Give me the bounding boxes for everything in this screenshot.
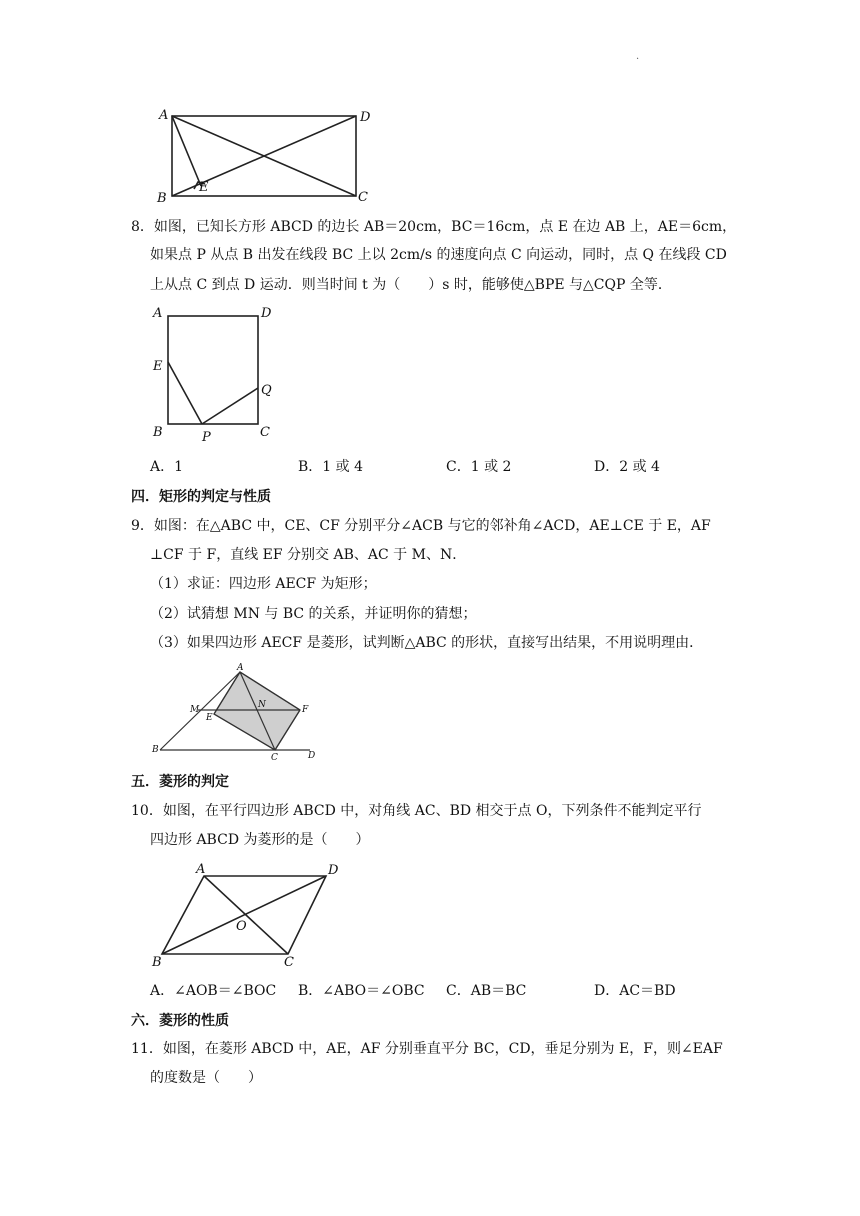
label-B: B bbox=[153, 425, 163, 440]
figure-q9 bbox=[148, 660, 328, 764]
q11-line2: 的度数是（ ） bbox=[150, 1070, 262, 1086]
figure-rectangle-diagonals bbox=[150, 104, 380, 208]
label-O: O bbox=[236, 919, 247, 934]
label-B: B bbox=[152, 745, 159, 755]
q9-line2: ⊥CF 于 F，直线 EF 分别交 AB、AC 于 M、N． bbox=[150, 547, 467, 563]
q8-line2: 如果点 P 从点 B 出发在线段 BC 上以 2cm/s 的速度向点 C 向运动，同时，点 Q 在线段 CD bbox=[150, 247, 727, 263]
label-M: M bbox=[190, 705, 200, 715]
label-A: A bbox=[237, 663, 244, 673]
q11-line1: 11．如图，在菱形 ABCD 中，AE，AF 分别垂直平分 BC，CD，垂足分别为 E，F，则∠EAF bbox=[131, 1041, 723, 1057]
q9-sub2: （2）试猜想 MN 与 BC 的关系，并证明你的猜想； bbox=[150, 606, 477, 622]
q9-sub3: （3）如果四边形 AECF 是菱形，试判断△ABC 的形状，直接写出结果，不用说明理由． bbox=[150, 635, 704, 651]
label-Q: Q bbox=[261, 383, 272, 398]
q8-option-b[interactable]: B．1 或 4 bbox=[298, 459, 364, 475]
q8-line1: 8．如图，已知长方形 ABCD 的边长 AB＝20cm，BC＝16cm，点 E 在边 AB 上，AE＝6cm， bbox=[131, 219, 737, 235]
q8-option-c[interactable]: C．1 或 2 bbox=[446, 459, 512, 475]
section-heading-5: 五．菱形的判定 bbox=[131, 774, 229, 790]
label-E: E bbox=[206, 713, 213, 723]
q10-option-c[interactable]: C．AB＝BC bbox=[446, 983, 527, 999]
q10-line1: 10．如图，在平行四边形 ABCD 中，对角线 AC、BD 相交于点 O，下列条件不能判定平行 bbox=[131, 803, 702, 819]
q10-line2: 四边形 ABCD 为菱形的是（ ） bbox=[150, 832, 370, 848]
label-B: B bbox=[157, 191, 167, 206]
label-E: E bbox=[199, 180, 209, 195]
label-C: C bbox=[271, 753, 278, 763]
q8-option-d[interactable]: D．2 或 4 bbox=[594, 459, 660, 475]
label-F: F bbox=[302, 705, 309, 715]
label-D: D bbox=[308, 751, 316, 761]
label-C: C bbox=[260, 425, 270, 440]
label-C: C bbox=[284, 955, 294, 970]
header-dot: · bbox=[636, 54, 640, 65]
figure-q8 bbox=[148, 300, 288, 446]
q9-sub1: （1）求证：四边形 AECF 为矩形； bbox=[150, 576, 377, 592]
label-C: C bbox=[358, 190, 368, 205]
label-D: D bbox=[328, 863, 339, 878]
q10-option-a[interactable]: A．∠AOB＝∠BOC bbox=[150, 983, 277, 999]
label-B: B bbox=[152, 955, 162, 970]
q8-line3: 上从点 C 到点 D 运动．则当时间 t 为（ ）s 时，能够使△BPE 与△CQP 全等． bbox=[150, 277, 672, 293]
label-A: A bbox=[159, 108, 169, 123]
label-P: P bbox=[202, 430, 211, 445]
q10-option-b[interactable]: B．∠ABO＝∠OBC bbox=[298, 983, 425, 999]
label-E: E bbox=[153, 359, 163, 374]
label-A: A bbox=[196, 862, 206, 877]
q9-line1: 9．如图：在△ABC 中，CE、CF 分别平分∠ACB 与它的邻补角∠ACD，AE⊥CE 于 E，AF bbox=[131, 518, 711, 534]
label-D: D bbox=[360, 110, 371, 125]
label-D: D bbox=[261, 306, 272, 321]
section-heading-4: 四．矩形的判定与性质 bbox=[131, 489, 271, 505]
q10-option-d[interactable]: D．AC＝BD bbox=[594, 983, 676, 999]
section-heading-6: 六．菱形的性质 bbox=[131, 1013, 229, 1029]
q8-option-a[interactable]: A．1 bbox=[150, 459, 184, 475]
figure-q10 bbox=[148, 858, 348, 970]
label-N: N bbox=[258, 700, 266, 710]
label-A: A bbox=[153, 306, 163, 321]
